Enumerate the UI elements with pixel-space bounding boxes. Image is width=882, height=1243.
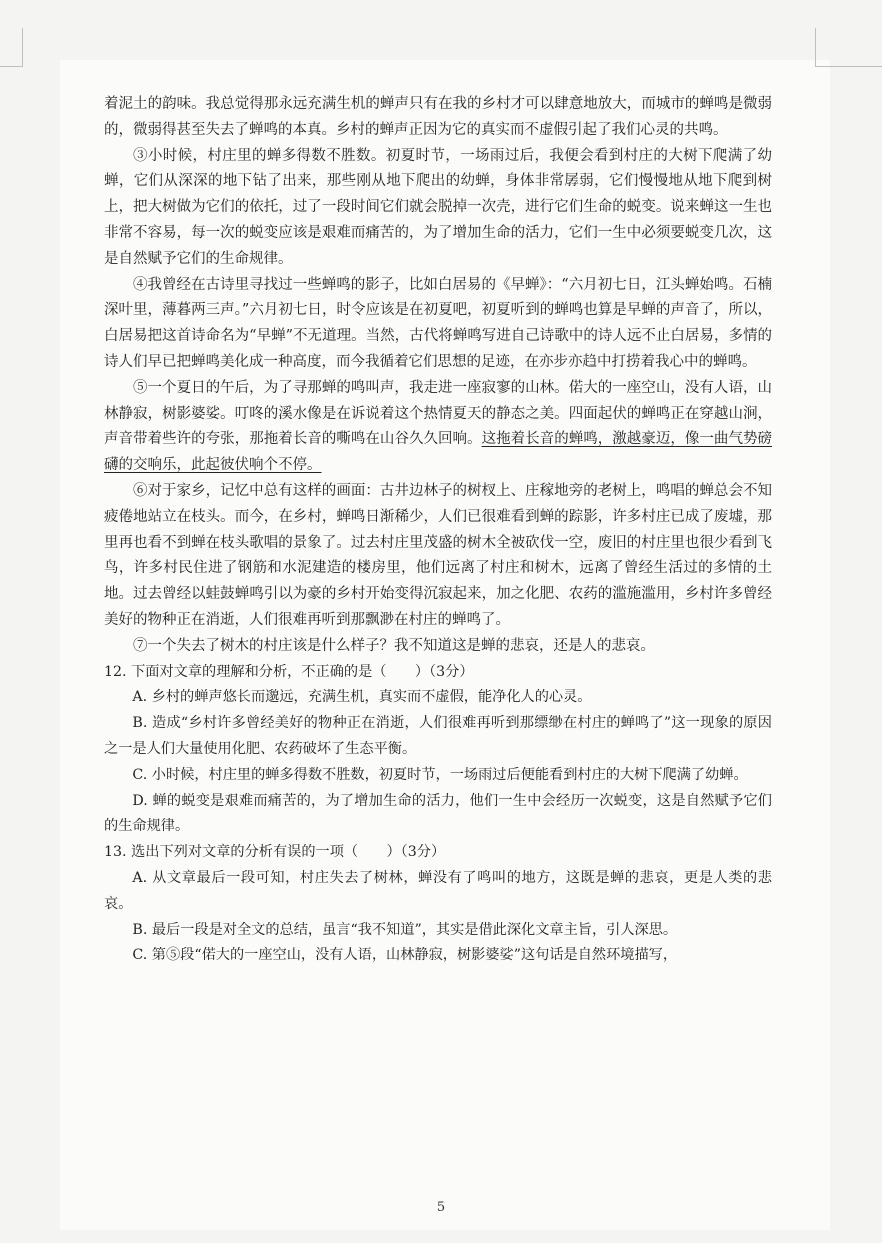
paragraph-6: ⑥对于家乡，记忆中总有这样的画面：古井边林子的树杈上、庄稼地旁的老树上，鸣唱的蝉总会不知疲倦地站立在枝头。而今，在乡村，蝉鸣日渐稀少，人们已很难看到蝉的踪影，许多村庄已成了废墟，那里再也看不到蝉在枝头歌唱的景象了。过去村庄里茂盛的树木全被砍伐一空，废旧的村庄里也很少看到飞鸟，许多村民住进了钢筋和水泥建造的楼房里，他们远离了村庄和树木，远离了曾经生活过的多情的土地。过去曾经以蛙鼓蝉鸣引以为豪的乡村开始变得沉寂起来，加之化肥、农药的滥施滥用，乡村许多曾经美好的物种正在消逝，人们很难再听到那飘渺在村庄的蝉鸣了。 [104, 482, 772, 628]
document-body [104, 92, 772, 969]
crop-mark-left [0, 28, 23, 67]
question-12-option-d: D. 蝉的蜕变是艰难而痛苦的，为了增加生命的活力，他们一生中会经历一次蜕变，这是自然赋予它们的生命规律。 [104, 792, 772, 835]
page-number: 5 [436, 1200, 446, 1215]
question-13-option-c: C. 第⑤段“偌大的一座空山，没有人语，山林静寂，树影婆娑”这句话是自然环境描写， [132, 947, 678, 964]
paragraph-7: ⑦一个失去了树木的村庄该是什么样子？我不知道这是蝉的悲哀，还是人的悲哀。 [133, 637, 655, 654]
paragraph-continued: 着泥土的韵味。我总觉得那永远充满生机的蝉声只有在我的乡村才可以肆意地放大，而城市的蝉鸣是微弱的，微弱得甚至失去了蝉鸣的本真。乡村的蝉声正因为它的真实而不虚假引起了我们心灵的共鸣。 [104, 96, 772, 138]
question-12-option-b: B. 造成“乡村许多曾经美好的物种正在消逝，人们很难再听到那缥缈在村庄的蝉鸣了”这一现象的原因之一是人们大量使用化肥、农药破坏了生态平衡。 [104, 715, 772, 757]
paragraph-5-underlined: 这拖着长音的蝉鸣，激越豪迈，像一曲气势磅礴的交响乐，此起彼伏响个不停。 [104, 431, 772, 474]
question-12-option-a: A. 乡村的蝉声悠长而邈远，充满生机，真实而不虚假，能净化人的心灵。 [132, 689, 592, 706]
question-13-stem: 13. 选出下列对文章的分析有误的一项（ ）（3分） [104, 844, 446, 861]
paragraph-5-text: ⑤一个夏日的午后，为了寻那蝉的鸣叫声，我走进一座寂寥的山林。偌大的一座空山，没有人语，山林静寂，树影婆娑。叮咚的溪水像是在诉说着这个热情夏天的静态之美。四面起伏的蝉鸣正在穿越山涧，声音带着些许的夸张，那拖着长音的嘶鸣在山谷久久回响。 [104, 379, 772, 448]
question-12-stem: 12. 下面对文章的理解和分析，不正确的是（ ）（3分） [104, 663, 474, 680]
crop-mark-right [815, 28, 882, 67]
question-13-option-a: A. 从文章最后一段可知，村庄失去了树林，蝉没有了鸣叫的地方，这既是蝉的悲哀，更是人类的悲哀。 [104, 869, 772, 912]
question-12-option-c: C. 小时候，村庄里的蝉多得数不胜数，初夏时节，一场雨过后便能看到村庄的大树下爬满了幼蝉。 [132, 766, 748, 783]
paragraph-5 [104, 376, 772, 479]
paragraph-3: ③小时候，村庄里的蝉多得数不胜数。初夏时节，一场雨过后，我便会看到村庄的大树下爬满了幼蝉，它们从深深的地下钻了出来，那些刚从地下爬出的幼蝉，身体非常孱弱，它们慢慢地从地下爬到树上，把大树做为它们的依托，过了一段时间它们就会脱掉一次壳，进行它们生命的蜕变。说来蝉这一生也非常不容易，每一次的蜕变应该是艰难而痛苦的，为了增加生命的活力，它们一生中必须要蜕变几次，这是自然赋予它们的生命规律。 [104, 147, 772, 267]
paragraph-4: ④我曾经在古诗里寻找过一些蝉鸣的影子，比如白居易的《早蝉》：“六月初七日，江头蝉始鸣。石楠深叶里，薄暮两三声。”六月初七日，时令应该是在初夏吧，初夏听到的蝉鸣也算是早蝉的声音了，所以，白居易把这首诗命名为“早蝉”不无道理。当然，古代将蝉鸣写进自己诗歌中的诗人远不止白居易，多情的诗人们早已把蝉鸣美化成一种高度，而今我循着它们思想的足迹，在亦步亦趋中打捞着我心中的蝉鸣。 [104, 276, 772, 370]
question-13-option-b: B. 最后一段是对全文的总结，虽言“我不知道”，其实是借此深化文章主旨，引人深思。 [132, 921, 678, 938]
